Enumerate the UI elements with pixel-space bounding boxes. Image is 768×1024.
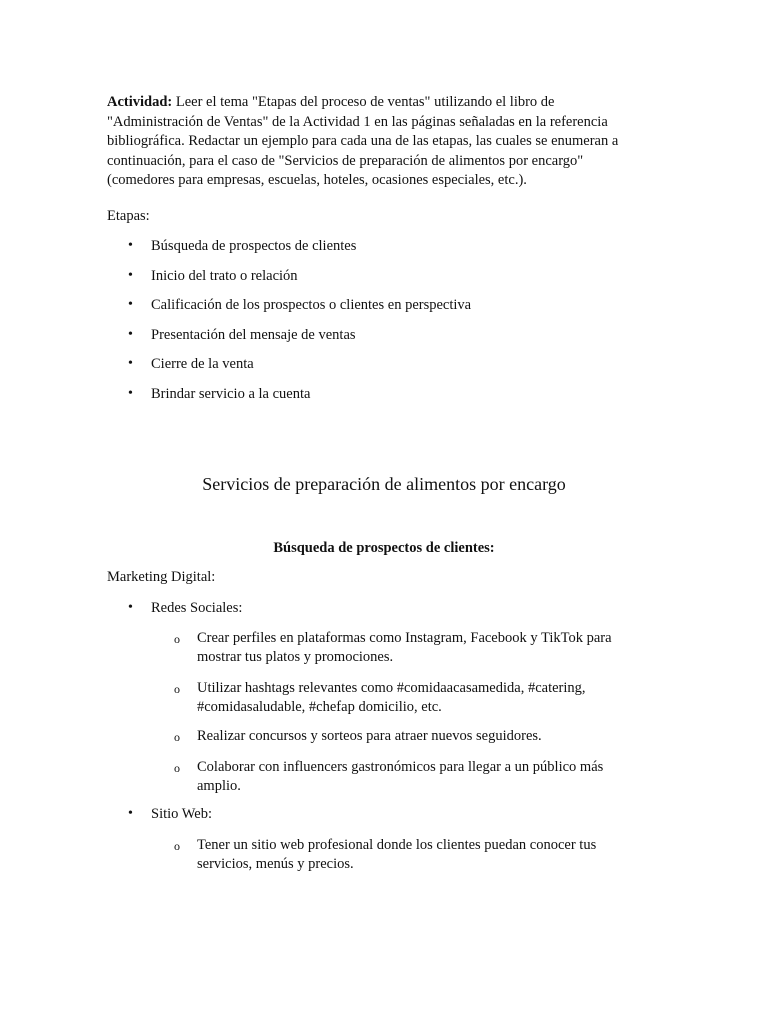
bullet-icon: •: [128, 600, 133, 615]
social-item: Utilizar hashtags relevantes como #comidaacasamedida, #catering, #comidasaludable, #chefap domicilio, etc.: [197, 680, 586, 715]
stage-item: • Búsqueda de prospectos de clientes: [107, 236, 471, 266]
stages-list: [107, 236, 471, 414]
activity-text: Leer el tema "Etapas del proceso de ventas" utilizando el libro de "Administración de Ventas" de la Actividad 1 en las páginas señaladas en la referencia bibliográfica. Redactar un ejemplo para cada una de las etapas, las cuales se enumeran a continuación, para el caso de "Servicios de preparación de alimentos por encargo" (comedores para empresas, escuelas, hoteles, ocasiones especiales, etc.).: [107, 94, 619, 188]
section-title: Servicios de preparación de alimentos por encargo: [202, 474, 566, 494]
sub-bullet-icon: o: [174, 730, 180, 744]
subsection-title: Búsqueda de prospectos de clientes:: [273, 540, 495, 556]
website-label: Sitio Web:: [151, 806, 213, 822]
activity-label: Actividad:: [107, 94, 173, 110]
sub-bullet-icon: o: [174, 632, 180, 646]
stage-item: • Cierre de la venta: [107, 354, 471, 384]
sub-bullet-icon: o: [174, 761, 180, 775]
sub-bullet-icon: o: [174, 682, 180, 696]
marketing-label: Marketing Digital:: [107, 569, 216, 585]
social-item: Colaborar con influencers gastronómicos para llegar a un público más amplio.: [197, 759, 604, 794]
social-item: Crear perfiles en plataformas como Instagram, Facebook y TikTok para mostrar tus platos y promociones.: [197, 630, 612, 665]
stages-label: Etapas:: [107, 208, 150, 224]
stage-item: • Brindar servicio a la cuenta: [107, 384, 471, 414]
stage-item: • Calificación de los prospectos o clientes en perspectiva: [107, 295, 471, 325]
bullet-icon: •: [128, 806, 133, 821]
stage-item: • Inicio del trato o relación: [107, 266, 471, 296]
sub-bullet-icon: o: [174, 839, 180, 853]
social-networks-label: Redes Sociales:: [151, 600, 243, 616]
website-item: Tener un sitio web profesional donde los clientes puedan conocer tus servicios, menús y precios.: [197, 837, 597, 872]
social-item: Realizar concursos y sorteos para atraer nuevos seguidores.: [197, 728, 542, 744]
activity-instructions: [107, 93, 652, 191]
stage-item: • Presentación del mensaje de ventas: [107, 325, 471, 355]
